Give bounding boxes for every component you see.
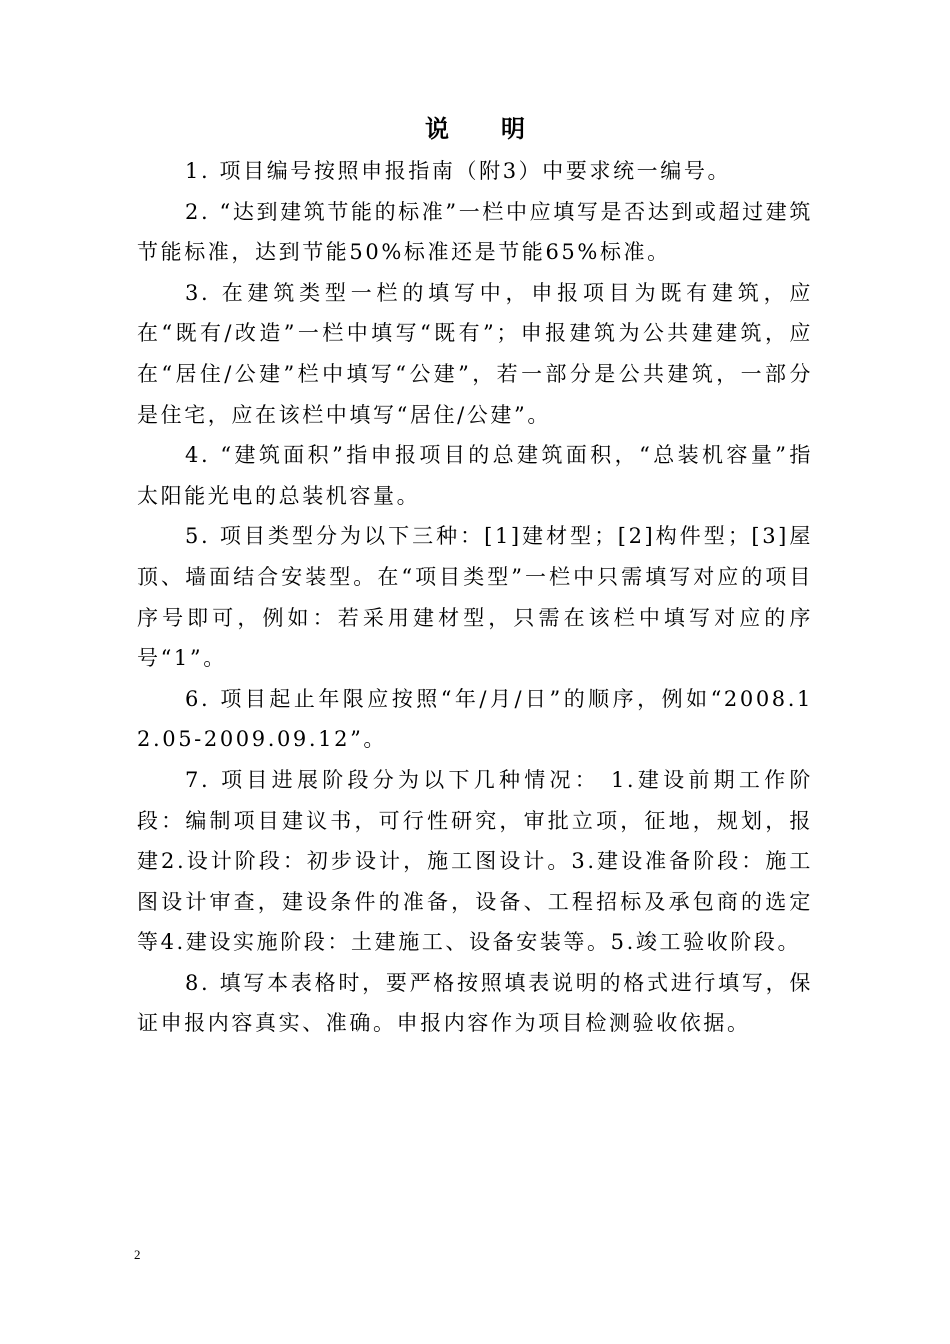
instruction-item-8: 8. 填写本表格时，要严格按照填表说明的格式进行填写，保证申报内容真实、准确。申报内容作为项目检测验收依据。	[137, 970, 813, 1036]
instruction-item-6: 6. 项目起止年限应按照“年/月/日”的顺序，例如“2008.12.05-2009.09.12”。	[137, 686, 813, 752]
page-title: 说明	[425, 114, 577, 143]
page-number: 2	[134, 1247, 141, 1262]
instruction-item-2: 2. “达到建筑节能的标准”一栏中应填写是否达到或超过建筑节能标准，达到节能50%标准还是节能65%标准。	[137, 199, 813, 265]
instruction-item-3: 3. 在建筑类型一栏的填写中，申报项目为既有建筑，应在“既有/改造”一栏中填写“既有”；申报建筑为公共建建筑，应在“居住/公建”栏中填写“公建”，若一部分是公共建筑，一部分是住宅，应在该栏中填写“居住/公建”。	[137, 280, 813, 427]
instruction-item-7: 7. 项目进展阶段分为以下几种情况： 1.建设前期工作阶段：编制项目建议书，可行性研究，审批立项，征地，规划，报建2.设计阶段：初步设计，施工图设计。3.建设准备阶段：施工图设计审查，建设条件的准备，设备、工程招标及承包商的选定等4.建设实施阶段：土建施工、设备安装等。5.竣工验收阶段。	[137, 767, 813, 955]
instruction-item-5: 5. 项目类型分为以下三种：[1]建材型；[2]构件型；[3]屋顶、墙面结合安装型。在“项目类型”一栏中只需填写对应的项目序号即可，例如：若采用建材型，只需在该栏中填写对应的序号“1”。	[137, 524, 813, 671]
instruction-item-4: 4. “建筑面积”指申报项目的总建筑面积，“总装机容量”指太阳能光电的总装机容量。	[137, 443, 813, 508]
instruction-item-1: 1. 项目编号按照申报指南（附3）中要求统一编号。	[185, 159, 732, 183]
instructions-body	[137, 151, 813, 1044]
